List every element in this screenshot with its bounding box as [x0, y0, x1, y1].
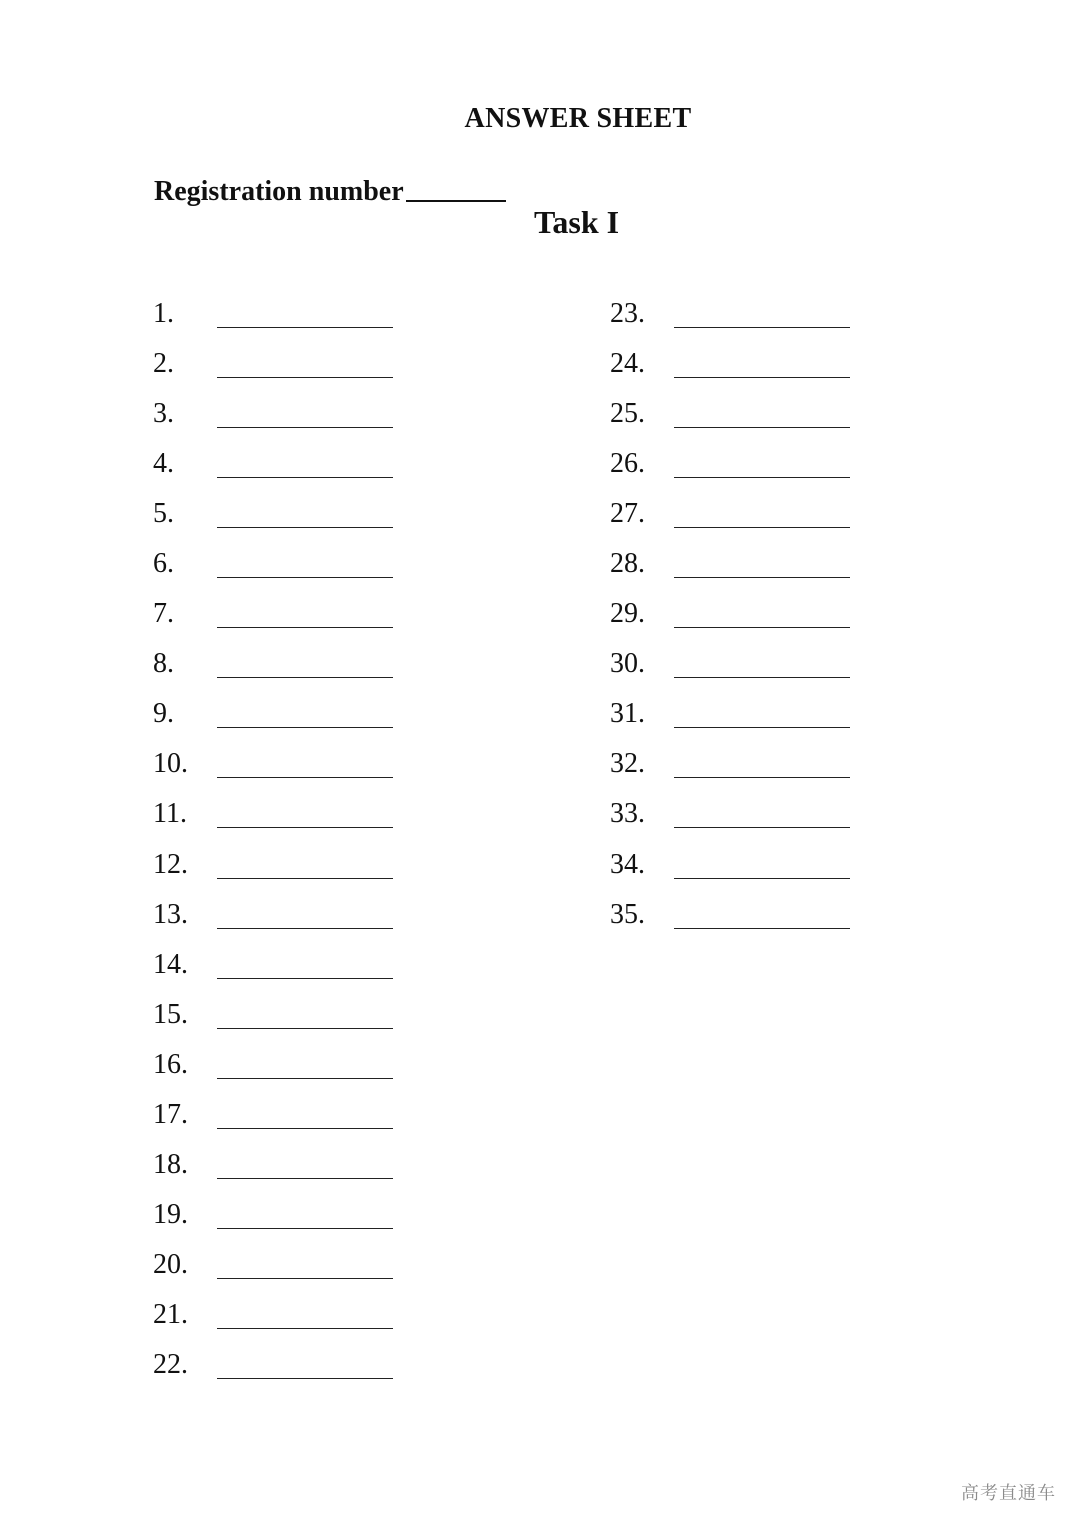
answer-row: [153, 496, 413, 546]
registration-blank[interactable]: [406, 172, 506, 202]
sheet-title: ANSWER SHEET: [464, 103, 692, 134]
answer-blank[interactable]: [674, 827, 850, 828]
watermark: 高考直通车: [961, 1483, 1056, 1504]
answer-row: [153, 1247, 413, 1297]
question-number: 33.: [610, 798, 645, 830]
answer-blank[interactable]: [217, 928, 393, 929]
question-number: 32.: [610, 748, 645, 780]
answer-blank[interactable]: [674, 928, 850, 929]
answer-row: [610, 646, 870, 696]
answer-row: [610, 897, 870, 947]
question-number: 8.: [153, 648, 174, 680]
answer-row: [610, 296, 870, 346]
question-number: 28.: [610, 548, 645, 580]
question-number: 23.: [610, 298, 645, 329]
answer-row: [610, 796, 870, 846]
answer-row: [610, 746, 870, 796]
question-number: 35.: [610, 898, 645, 930]
answer-row: [153, 1347, 413, 1397]
answer-blank[interactable]: [674, 527, 850, 528]
answer-row: [153, 746, 413, 796]
registration-label: Registration number: [154, 176, 404, 207]
answer-blank[interactable]: [674, 627, 850, 628]
answer-blank[interactable]: [217, 377, 393, 378]
answer-row: [153, 897, 413, 947]
answer-blank[interactable]: [217, 1228, 393, 1229]
answer-blank[interactable]: [217, 1078, 393, 1079]
question-number: 18.: [153, 1148, 188, 1180]
answer-blank[interactable]: [217, 577, 393, 578]
question-number: 6.: [153, 548, 174, 580]
answer-row: [153, 997, 413, 1047]
task-heading: Task I: [534, 204, 620, 240]
question-number: 34.: [610, 848, 645, 880]
answer-blank[interactable]: [217, 1328, 393, 1329]
answer-blank[interactable]: [217, 1178, 393, 1179]
answer-row: [153, 696, 413, 746]
question-number: 13.: [153, 898, 188, 930]
answer-blank[interactable]: [674, 377, 850, 378]
question-number: 2.: [153, 348, 174, 380]
answer-blank[interactable]: [217, 677, 393, 678]
answer-blank[interactable]: [674, 577, 850, 578]
question-number: 20.: [153, 1248, 188, 1280]
question-number: 22.: [153, 1348, 188, 1380]
answer-row: [610, 396, 870, 446]
answer-blank[interactable]: [217, 727, 393, 728]
answer-blank[interactable]: [217, 777, 393, 778]
answer-row: [153, 346, 413, 396]
answer-blank[interactable]: [217, 827, 393, 828]
registration-number: [154, 170, 506, 208]
answer-row: [610, 496, 870, 546]
answer-row: [610, 546, 870, 596]
question-number: 10.: [153, 748, 188, 780]
question-number: 4.: [153, 448, 174, 480]
answer-row: [153, 796, 413, 846]
answer-blank[interactable]: [217, 1378, 393, 1379]
answer-blank[interactable]: [217, 878, 393, 879]
answer-blank[interactable]: [217, 978, 393, 979]
answer-blank[interactable]: [674, 427, 850, 428]
answer-blank[interactable]: [674, 477, 850, 478]
answer-blank[interactable]: [217, 427, 393, 428]
answer-row: [610, 847, 870, 897]
answer-row: [153, 1197, 413, 1247]
answer-row: [153, 446, 413, 496]
question-number: 25.: [610, 398, 645, 430]
answer-row: [610, 446, 870, 496]
answer-row: [153, 847, 413, 897]
question-number: 12.: [153, 848, 188, 880]
answer-blank[interactable]: [674, 878, 850, 879]
answer-row: [153, 1097, 413, 1147]
answer-blank[interactable]: [674, 777, 850, 778]
question-number: 5.: [153, 498, 174, 530]
answer-column-left: [153, 296, 413, 1397]
question-number: 15.: [153, 998, 188, 1030]
answer-row: [153, 546, 413, 596]
answer-row: [153, 646, 413, 696]
question-number: 24.: [610, 348, 645, 380]
answer-blank[interactable]: [674, 327, 850, 328]
answer-blank[interactable]: [217, 477, 393, 478]
answer-blank[interactable]: [217, 327, 393, 328]
answer-row: [153, 296, 413, 346]
answer-blank[interactable]: [217, 527, 393, 528]
question-number: 26.: [610, 448, 645, 480]
question-number: 27.: [610, 498, 645, 530]
answer-blank[interactable]: [217, 1278, 393, 1279]
answer-row: [153, 947, 413, 997]
question-number: 1.: [153, 298, 174, 329]
question-number: 30.: [610, 648, 645, 680]
answer-column-right: [610, 296, 870, 947]
question-number: 21.: [153, 1298, 188, 1330]
question-number: 7.: [153, 598, 174, 630]
answer-row: [610, 346, 870, 396]
answer-blank[interactable]: [674, 727, 850, 728]
answer-row: [153, 1147, 413, 1197]
answer-row: [153, 596, 413, 646]
answer-row: [153, 396, 413, 446]
answer-row: [610, 696, 870, 746]
question-number: 16.: [153, 1048, 188, 1080]
question-number: 17.: [153, 1098, 188, 1130]
question-number: 31.: [610, 698, 645, 730]
answer-row: [153, 1047, 413, 1097]
answer-row: [153, 1297, 413, 1347]
question-number: 3.: [153, 398, 174, 430]
answer-blank[interactable]: [217, 627, 393, 628]
answer-row: [610, 596, 870, 646]
answer-blank[interactable]: [674, 677, 850, 678]
question-number: 19.: [153, 1198, 188, 1230]
question-number: 29.: [610, 598, 645, 630]
answer-blank[interactable]: [217, 1028, 393, 1029]
question-number: 11.: [153, 798, 187, 830]
question-number: 9.: [153, 698, 174, 730]
answer-blank[interactable]: [217, 1128, 393, 1129]
question-number: 14.: [153, 948, 188, 980]
